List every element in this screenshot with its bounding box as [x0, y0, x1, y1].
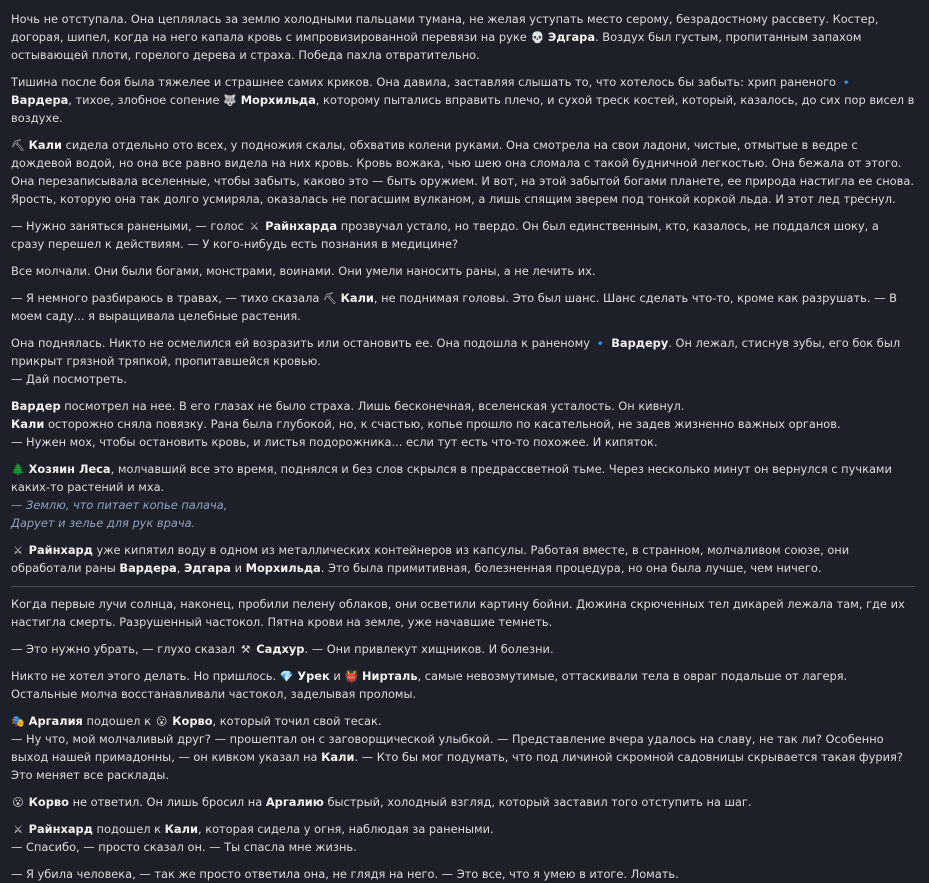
paragraph-4: — Нужно заняться ранеными, — голос ⚔ Райнхарда прозвучал устало, но твердо. Он был единственным, кто, казалось, не поддался шоку, а сразу перешел к действиям. — У кого-нибудь есть познания в медицине? [11, 219, 879, 251]
blue-gem-icon: 🔹 [839, 76, 854, 89]
character-name: Морхильда [245, 561, 321, 575]
character-name: Аргалия [28, 714, 83, 728]
blue-gem-icon: 🔹 [593, 337, 608, 350]
diamond-icon: 💎 [279, 670, 294, 683]
paragraph-1: Ночь не отступала. Она цеплялась за землю холодными пальцами тумана, не желая уступать место серому, безрадостному рассвету. Костер, догорая, шипел, когда на него капала кровь с импровизированной перевязи на руке 💀 Эдгара. Воздух был густым, пропитанным запахом остывающей плоти, горелого дерева и страха. Победа пахла отвратительно. [11, 12, 879, 62]
paragraph-3: ⛏ Кали сидела отдельно ото всех, у подножия скалы, обхватив колени руками. Она смотрела на свои ладони, чистые, отмытые в ведре с дождевой водой, но она все равно видела на них кровь. Кровь вожака, чью шею она сломала с такой будничной легкостью. Она бежала от этого. Она перезаписывала вселенные, чтобы забыть, каково это — быть оружием. И вот, на этой забытой богами планете, ее природа настигла ее снова. Ярость, которую она так долго усмиряла, оказалась не погасшим вулканом, а лишь спящим зверем под тонкой коркой льда. И этот лед треснул. [11, 138, 914, 206]
character-name: Корво [28, 795, 69, 809]
character-name: Хозяин Леса [28, 462, 111, 476]
verse-line: Дарует и зелье для рук врача. [11, 516, 196, 530]
paragraph-17: — Я убила человека, — так же просто ответила она, не глядя на него. — Это все, что я умею в итоге. Ломать. [11, 867, 679, 881]
character-name: Урек [297, 669, 330, 683]
paragraph-16: ⚔ Райнхард подошел к Кали, которая сидела у огня, наблюдая за ранеными. — Спасибо, — просто сказал он. — Ты спасла мне жизнь. [11, 822, 494, 854]
character-name: Вардеру [611, 336, 669, 350]
character-name: Вардера [11, 93, 69, 107]
document [0, 10, 929, 883]
skull-icon: 💀 [530, 31, 545, 44]
paragraph-8: Вардер посмотрел на нее. В его глазах не было страха. Лишь бесконечная, вселенская усталость. Он кивнул. Кали осторожно сняла повязку. Рана была глубокой, но, к счастью, копье прошло по касательной, не задев жизненно важных органов. — Нужен мох, чтобы остановить кровь, и листья подорожника... если тут есть что-то похожее. И кипяток. [11, 399, 841, 449]
character-name: Эдгара [183, 561, 231, 575]
surprised-face-icon: 😮 [155, 715, 168, 728]
character-name: Кали [28, 138, 62, 152]
character-name: Вардер [11, 399, 61, 413]
paragraph-12: — Это нужно убрать, — глухо сказал ⚒ Садхур. — Они привлекут хищников. И болезни. [11, 642, 554, 656]
section-divider [11, 586, 915, 587]
verse-line: — Землю, что питает копье палача, [11, 498, 228, 512]
character-name: Садхур [256, 642, 305, 656]
demon-icon: 👹 [344, 670, 359, 683]
character-name: Вардера [119, 561, 177, 575]
paragraph-2: Тишина после боя была тяжелее и страшнее самих криков. Она давила, заставляя слышать то, что хотелось бы забыть: хрип раненого 🔹 Вардера, тихое, злобное сопение 🐺 Морхильда, которому пытались вправить плечо, и сухой треск костей, который, казалось, до сих пор висел в воздухе. [11, 75, 915, 125]
tree-icon: 🌲 [11, 463, 25, 476]
pickaxe-icon: ⛏ [322, 292, 337, 305]
paragraph-13: Никто не хотел этого делать. Но пришлось. 💎 Урек и 👹 Нирталь, самые невозмутимые, оттаскивали тела в овраг подальше от лагеря. Остальные молча восстанавливали частокол, заделывая проломы. [11, 669, 848, 701]
paragraph-7: Она поднялась. Никто не осмелился ей возразить или остановить ее. Она подошла к раненому 🔹 Вардеру. Он лежал, стиснув зубы, его бок был прикрыт грязной тряпкой, пропитавшейся кровью. — Дай посмотреть. [11, 336, 901, 386]
character-name: Аргалию [265, 795, 324, 809]
character-name: Кали [340, 291, 374, 305]
character-name: Нирталь [362, 669, 418, 683]
crossed-swords-icon: ⚔ [13, 823, 23, 836]
crossed-swords-icon: ⚔ [249, 220, 260, 233]
paragraph-14: 🎭 Аргалия подошел к 😮 Корво, который точил свой тесак. — Ну что, мой молчаливый друг? — прошептал он с заговорщической улыбкой. — Представление вчера удалось на славу, не так ли? Особенно выход нашей примадонны, — он кивком указал на Кали. — Кто бы мог подумать, что под личиной скромной садовницы скрывается такая фурия? Это меняет все расклады. [11, 714, 903, 782]
pickaxe-icon: ⛏ [11, 139, 25, 152]
paragraph-10: ⚔ Райнхард уже кипятил воду в одном из металлических контейнеров из капсулы. Работая вместе, в странном, молчаливом союзе, они обработали раны Вардера, Эдгара и Морхильда. Это была примитивная, болезненная процедура, но она была лучше, чем ничего. [11, 543, 850, 575]
character-name: Райнхарда [265, 219, 338, 233]
character-name: Кали [164, 822, 198, 836]
crossed-swords-icon: ⚔ [13, 544, 23, 557]
character-name: Кали [11, 417, 45, 431]
character-name: Корво [172, 714, 213, 728]
surprised-face-icon: 😮 [12, 796, 24, 809]
paragraph-9: 🌲 Хозяин Леса, молчавший все это время, поднялся и без слов скрылся в предрассветной тьме. Через несколько минут он вернулся с пучками каких-то растений и мха. — Землю, что питает копье палача, Дарует и зелье для рук врача. [11, 460, 915, 532]
character-name: Райнхард [28, 543, 93, 557]
paragraph-5: Все молчали. Они были богами, монстрами, воинами. Они умели наносить раны, а не лечить их. [11, 264, 596, 278]
hammer-pick-icon: ⚒ [240, 643, 251, 656]
paragraph-15: 😮 Корво не ответил. Он лишь бросил на Аргалию быстрый, холодный взгляд, который заставил того отступить на шаг. [12, 795, 752, 809]
theater-mask-icon: 🎭 [11, 715, 25, 728]
character-name: Райнхард [28, 822, 93, 836]
paragraph-6: — Я немного разбираюсь в травах, — тихо сказала ⛏ Кали, не поднимая головы. Это был шанс. Шанс сделать что-то, кроме как разрушать. — В моем саду... я выращивала целебные растения. [11, 291, 897, 323]
paragraph-11: Когда первые лучи солнца, наконец, пробили пелену облаков, они осветили картину бойни. Дюжина скрюченных тел дикарей лежала там, где их настигла смерть. Разрушенный частокол. Пятна крови на земле, уже начавшие темнеть. [11, 597, 905, 629]
wolf-icon: 🐺 [223, 94, 237, 107]
character-name: Морхильда [240, 93, 316, 107]
character-name: Эдгара [547, 30, 596, 44]
character-name: Кали [321, 750, 355, 764]
